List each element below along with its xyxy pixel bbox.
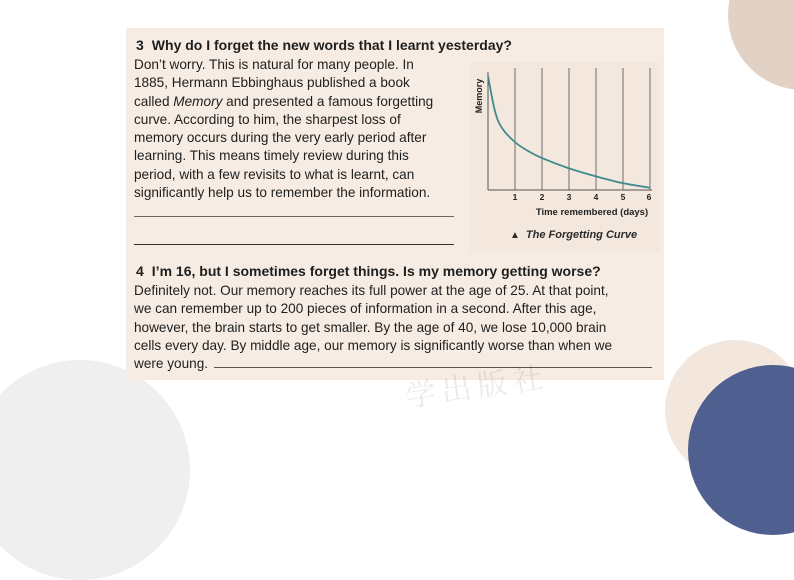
- decorative-circle-tan: [728, 0, 794, 90]
- answer-last-text: were young.: [134, 356, 209, 372]
- triangle-icon: ▲: [510, 230, 520, 241]
- x-axis-label: Time remembered (days): [535, 207, 649, 218]
- answer-line: we can remember up to 200 pieces of information in a second. After this age,: [134, 301, 597, 317]
- answer-line: cells every day. By middle age, our memory is significantly worse than when we: [134, 337, 612, 353]
- question-3-title: [136, 37, 512, 53]
- question-4-answer: [134, 282, 652, 373]
- question-number: 3: [136, 37, 144, 53]
- answer-line: memory occurs during the very early period after: [134, 130, 427, 146]
- question-text: I’m 16, but I sometimes forget things. Is my memory getting worse?: [151, 263, 601, 279]
- x-tick-label: 5: [620, 192, 626, 202]
- answer-line: however, the brain starts to get smaller. By the age of 40, we lose 10,000 brain: [134, 319, 607, 335]
- answer-line: learning. This means timely review during this: [134, 148, 409, 164]
- y-axis-label: Memory: [474, 78, 484, 114]
- answer-blank-line[interactable]: [214, 355, 652, 368]
- answer-line: Don’t worry. This is natural for many people. In: [134, 57, 414, 72]
- x-tick-label: 1: [512, 192, 518, 202]
- question-4-title: [136, 263, 601, 279]
- book-title: Memory: [173, 93, 223, 109]
- x-tick-label: 2: [539, 192, 545, 202]
- answer-line: curve. According to him, the sharpest loss of: [134, 111, 401, 127]
- x-tick-label: 4: [593, 192, 599, 202]
- answer-line: period, with a few revisits to what is learnt, can: [134, 166, 415, 182]
- question-3-answer: [134, 56, 433, 202]
- answer-blank-line[interactable]: [134, 216, 454, 217]
- answer-line: Definitely not. Our memory reaches its full power at the age of 25. At that point,: [134, 283, 609, 298]
- figure-caption: [510, 229, 637, 241]
- decorative-circle-grey: [0, 360, 190, 580]
- x-tick-label: 3: [566, 192, 572, 202]
- caption-text: The Forgetting Curve: [525, 229, 638, 241]
- question-text: Why do I forget the new words that I learnt yesterday?: [151, 37, 512, 53]
- publisher-watermark: 学出版社: [403, 360, 552, 415]
- answer-line: [134, 355, 652, 373]
- answer-line: significantly help us to remember the information.: [134, 185, 431, 201]
- forgetting-curve-chart: [470, 62, 660, 252]
- answer-line: 1885, Hermann Ebbinghaus published a book: [134, 75, 410, 91]
- question-number: 4: [136, 263, 144, 279]
- answer-blank-line[interactable]: [134, 244, 454, 245]
- answer-line: called Memory and presented a famous forgetting: [134, 93, 434, 109]
- x-tick-label: 6: [646, 192, 652, 202]
